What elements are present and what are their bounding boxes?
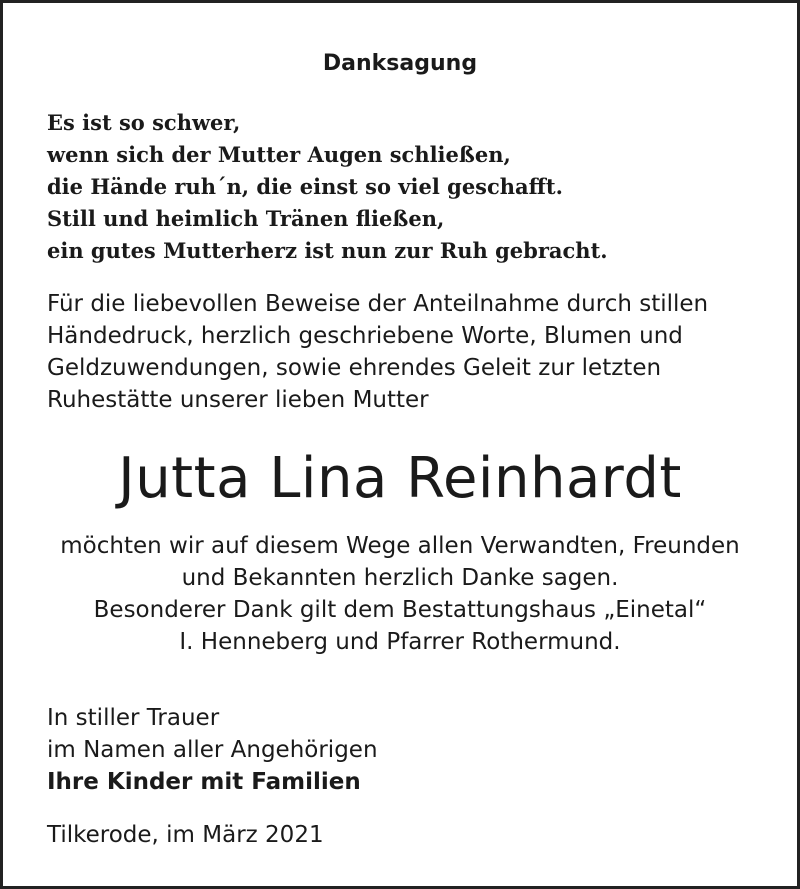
paragraph-line: Geldzuwendungen, sowie ehrendes Geleit zur letzten — [47, 355, 662, 381]
signature-line: im Namen aller Angehörigen — [47, 737, 378, 763]
signature-block — [47, 702, 378, 798]
thanks-line: und Bekannten herzlich Danke sagen. — [181, 565, 619, 591]
family-signature: Ihre Kinder mit Familien — [47, 769, 361, 795]
poem — [47, 107, 608, 267]
gratitude-paragraph — [47, 288, 708, 416]
paragraph-line: Ruhestätte unserer lieben Mutter — [47, 387, 429, 413]
notice-heading: Danksagung — [322, 51, 478, 76]
thanks-line: Besonderer Dank gilt dem Bestattungshaus „Einetal“ — [93, 597, 707, 623]
thanks-paragraph — [3, 530, 797, 658]
thanks-line: I. Henneberg und Pfarrer Rothermund. — [179, 629, 621, 655]
deceased-name: Jutta Lina Reinhardt — [118, 446, 682, 511]
place-date: Tilkerode, im März 2021 — [47, 822, 324, 848]
paragraph-line: Händedruck, herzlich geschriebene Worte, Blumen und — [47, 323, 683, 349]
signature-line: In stiller Trauer — [47, 705, 220, 731]
poem-line: Still und heimlich Tränen fließen, — [47, 206, 445, 231]
thanks-line: möchten wir auf diesem Wege allen Verwandten, Freunden — [60, 533, 740, 559]
poem-line: ein gutes Mutterherz ist nun zur Ruh gebracht. — [47, 238, 608, 263]
paragraph-line: Für die liebevollen Beweise der Anteilnahme durch stillen — [47, 291, 709, 317]
poem-line: Es ist so schwer, — [47, 110, 241, 135]
poem-line: wenn sich der Mutter Augen schließen, — [47, 142, 511, 167]
poem-line: die Hände ruh´n, die einst so viel geschafft. — [47, 174, 563, 199]
